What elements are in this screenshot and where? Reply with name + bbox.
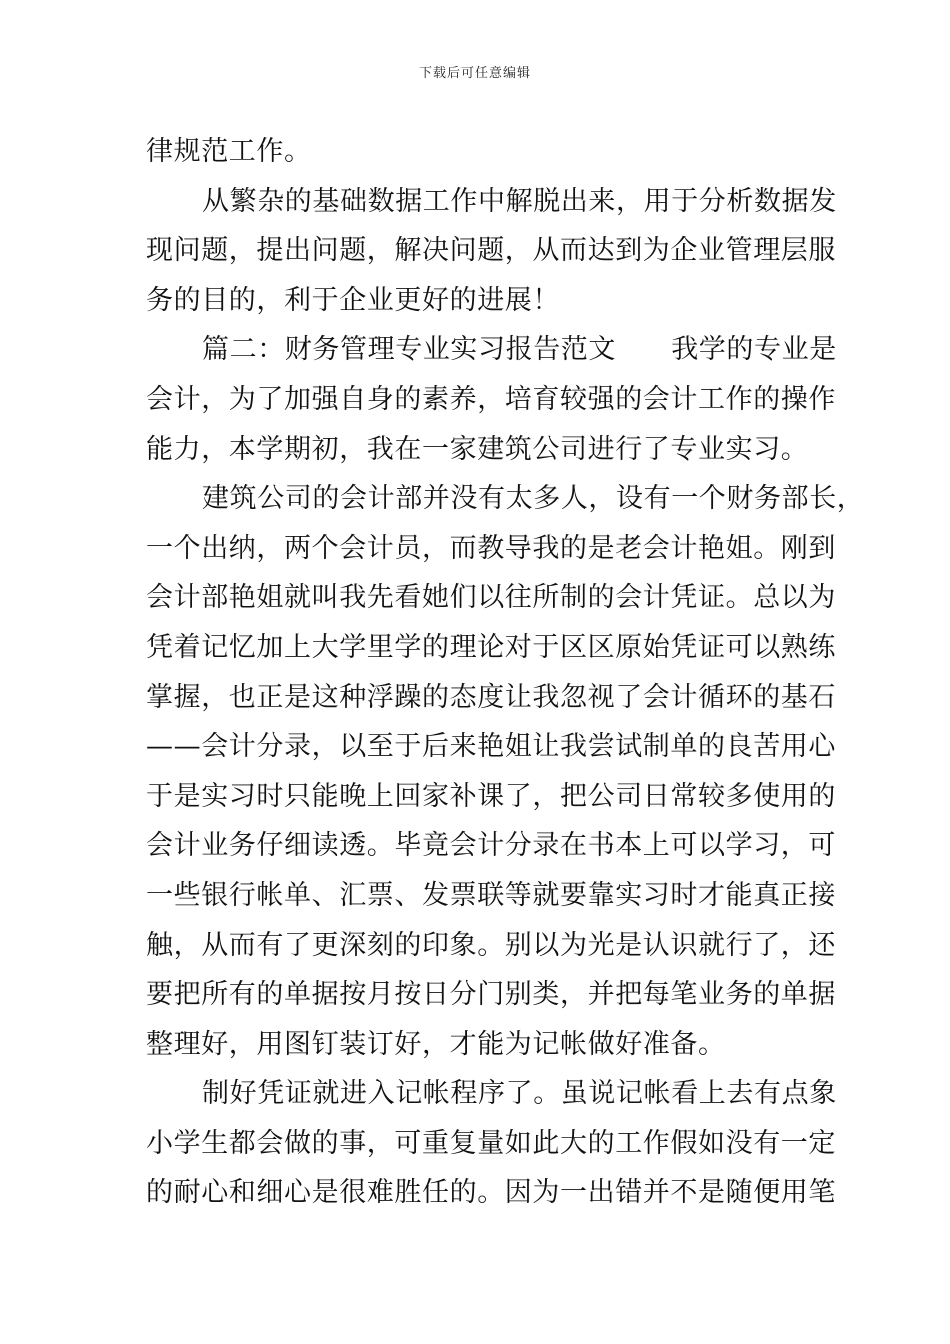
paragraph-line: 篇二：财务管理专业实习报告范文 我学的专业是	[202, 334, 837, 366]
header-note: 下载后可任意编辑	[418, 66, 531, 81]
paragraph-line: 现问题，提出问题，解决问题，从而达到为企业管理层服	[146, 235, 836, 267]
paragraph-line: 会计业务仔细读透。毕竟会计分录在书本上可以学习，可	[146, 830, 836, 862]
paragraph-line: 律规范工作。	[146, 136, 312, 167]
paragraph-line: 凭着记忆加上大学里学的理论对于区区原始凭证可以熟练	[146, 631, 836, 663]
paragraph-line: 要把所有的单据按月按日分门别类，并把每笔业务的单据	[146, 979, 836, 1011]
paragraph-line: 于是实习时只能晚上回家补课了，把公司日常较多使用的	[146, 780, 836, 812]
paragraph-line: 会计，为了加强自身的素养，培育较强的会计工作的操作	[146, 383, 836, 415]
paragraph-line: 的耐心和细心是很难胜任的。因为一出错并不是随便用笔	[146, 1177, 836, 1209]
paragraph-line: ——会计分录，以至于后来艳姐让我尝试制单的良苦用心	[146, 731, 836, 763]
paragraph-line: 掌握，也正是这种浮躁的态度让我忽视了会计循环的基石	[146, 681, 836, 713]
paragraph-line: 能力，本学期初，我在一家建筑公司进行了专业实习。	[146, 433, 809, 465]
paragraph-line: 小学生都会做的事，可重复量如此大的工作假如没有一定	[146, 1127, 836, 1159]
paragraph-line: 整理好，用图钉装订好，才能为记帐做好准备。	[146, 1028, 726, 1060]
paragraph-line: 建筑公司的会计部并没有太多人，设有一个财务部长，	[202, 483, 865, 515]
paragraph-line: 触，从而有了更深刻的印象。别以为光是认识就行了，还	[146, 929, 836, 961]
paragraph-line: 一个出纳，两个会计员，而教导我的是老会计艳姐。刚到	[146, 532, 836, 564]
paragraph-line: 一些银行帐单、汇票、发票联等就要靠实习时才能真正接	[146, 879, 836, 911]
body-text	[146, 127, 865, 1218]
paragraph-line: 制好凭证就进入记帐程序了。虽说记帐看上去有点象	[202, 1078, 837, 1110]
paragraph-line: 务的目的，利于企业更好的进展！	[146, 284, 560, 316]
paragraph-line: 会计部艳姐就叫我先看她们以往所制的会计凭证。总以为	[146, 582, 836, 614]
paragraph-line: 从繁杂的基础数据工作中解脱出来，用于分析数据发	[202, 185, 837, 217]
